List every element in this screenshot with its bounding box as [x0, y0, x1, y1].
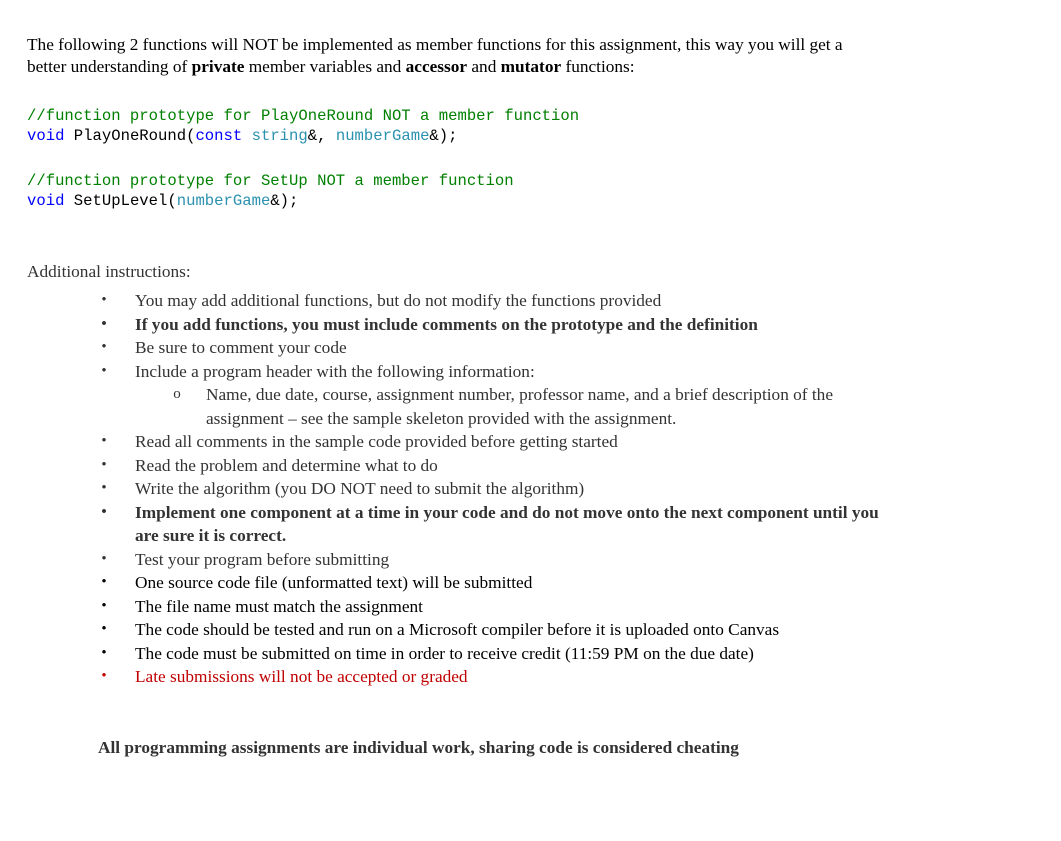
list-item — [0, 477, 1061, 501]
list-item-late — [0, 665, 1061, 689]
list-item — [0, 501, 1061, 525]
code-end: &); — [429, 127, 458, 145]
keyword-void: void — [27, 127, 65, 145]
code-end: &); — [270, 192, 299, 210]
code-sep: &, — [307, 127, 336, 145]
term-mutator: mutator — [500, 57, 562, 76]
list-item-text: You may add additional functions, but do not modify the functions provided — [135, 291, 662, 310]
list-item-text: The file name must match the assignment — [135, 596, 423, 616]
additional-instructions-heading: Additional instructions: — [27, 262, 191, 281]
code-line-prototype — [27, 126, 579, 146]
list-item-text: Test your program before submitting — [135, 549, 390, 569]
bullet-icon: • — [101, 456, 107, 473]
bullet-icon: • — [101, 668, 107, 684]
list-item — [0, 454, 1061, 478]
list-item-text: are sure it is correct. — [135, 526, 287, 545]
list-item-text: Be sure to comment your code — [135, 338, 347, 357]
term-private: private — [191, 57, 245, 76]
list-item-text: The code should be tested and run on a Microsoft compiler before it is uploaded onto Canvas — [135, 620, 780, 639]
list-item — [0, 313, 1061, 337]
bullet-icon: • — [101, 339, 107, 355]
list-item — [0, 360, 1061, 384]
code-comment: //function prototype for SetUp NOT a member function — [27, 172, 514, 190]
code-comment: //function prototype for PlayOneRound NOT a member function — [27, 107, 580, 125]
code-block-playoneround — [27, 106, 579, 146]
bullet-icon: • — [101, 433, 107, 449]
list-item — [0, 571, 1061, 595]
list-item-text: Write the algorithm (you DO NOT need to submit the algorithm) — [135, 479, 585, 498]
bullet-icon: • — [101, 644, 107, 661]
list-item-text: Implement one component at a time in your code and do not move onto the next component until you — [135, 502, 879, 522]
code-block-setuplevel — [27, 171, 514, 211]
code-line-prototype — [27, 191, 514, 211]
final-note: All programming assignments are individual work, sharing code is considered cheating — [98, 738, 739, 757]
sub-bullet-icon: o — [173, 386, 181, 402]
intro-text: member variables and — [244, 57, 406, 76]
intro-paragraph — [27, 34, 843, 78]
list-item — [0, 548, 1061, 572]
intro-text: better understanding of — [27, 57, 192, 76]
bullet-icon: • — [101, 621, 107, 637]
bullet-icon: • — [101, 292, 107, 308]
list-item-text: Read the problem and determine what to do — [135, 455, 438, 475]
bullet-icon: • — [101, 315, 107, 332]
list-item-text: Include a program header with the following information: — [135, 361, 535, 381]
bullet-icon: • — [101, 480, 107, 496]
intro-text: functions: — [561, 57, 635, 76]
type-string: string — [251, 127, 308, 145]
list-item-text: Late submissions will not be accepted or graded — [135, 667, 468, 686]
list-item — [0, 289, 1061, 313]
intro-text: and — [467, 57, 501, 76]
bullet-icon: • — [101, 362, 107, 379]
list-item — [0, 642, 1061, 666]
list-item — [0, 595, 1061, 619]
keyword-const: const — [195, 127, 243, 145]
intro-line-1: The following 2 functions will NOT be implemented as member functions for this assignment, this way you will get a — [27, 35, 843, 54]
sub-item-line-2: assignment – see the sample skeleton provided with the assignment. — [206, 408, 677, 428]
list-item — [0, 430, 1061, 454]
function-name: SetUpLevel( — [64, 192, 177, 210]
function-name: PlayOneRound( — [64, 127, 196, 145]
intro-line-2 — [27, 56, 843, 78]
sub-item-text: Name, due date, course, assignment number, professor name, and a brief description of the — [206, 385, 833, 404]
bullet-icon: • — [101, 503, 107, 520]
list-item-continuation — [0, 524, 1061, 548]
bullet-icon: • — [101, 597, 107, 614]
sub-list-item — [0, 383, 1061, 430]
term-accessor: accessor — [405, 57, 468, 76]
list-item-text: If you add functions, you must include comments on the prototype and the definition — [135, 314, 758, 334]
instruction-list — [0, 289, 1061, 689]
keyword-void: void — [27, 192, 65, 210]
list-item-text: One source code file (unformatted text) will be submitted — [135, 573, 533, 592]
type-numbergame: numberGame — [176, 192, 271, 210]
list-item — [0, 618, 1061, 642]
bullet-icon: • — [101, 550, 107, 567]
list-item-text: Read all comments in the sample code provided before getting started — [135, 432, 618, 451]
list-item — [0, 336, 1061, 360]
list-item-text: The code must be submitted on time in order to receive credit (11:59 PM on the due date) — [135, 643, 754, 663]
type-numbergame: numberGame — [335, 127, 430, 145]
bullet-icon: • — [101, 574, 107, 590]
sub-item-line-1 — [0, 383, 1061, 407]
